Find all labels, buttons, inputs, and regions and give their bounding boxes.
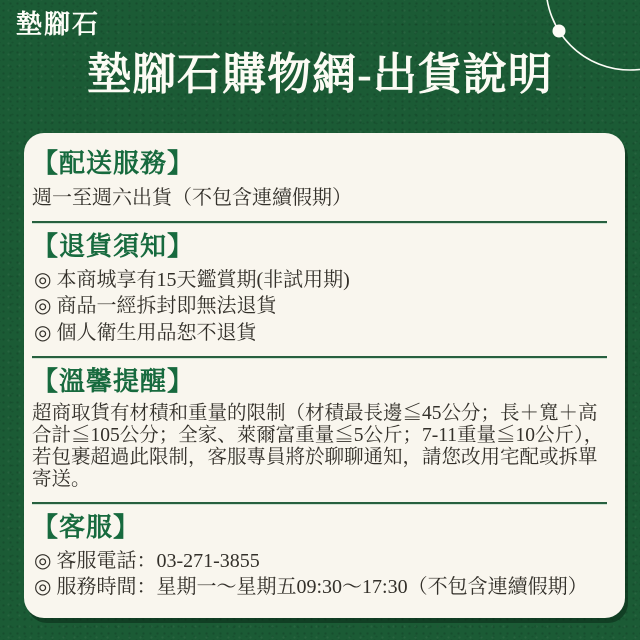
section-customer-service	[32, 512, 611, 601]
customer-service-phone: ◎ 客服電話：03-271-3855	[34, 550, 260, 573]
reminder-line: 超商取貨有材積和重量的限制（材積最長邊≦45公分；長＋寬＋高	[32, 402, 598, 424]
brand-logo: 墊腳石	[16, 9, 101, 39]
section-delivery	[32, 148, 611, 211]
customer-service-list	[32, 548, 611, 601]
reminder-line: 若包裹超過此限制，客服專員將於聊聊通知，請您改用宅配或拆單	[32, 447, 598, 469]
returns-item: ◎ 個人衛生用品恕不退貨	[34, 321, 257, 344]
returns-list	[32, 267, 611, 346]
section-returns	[32, 231, 611, 347]
customer-service-hours: ◎ 服務時間：星期一～星期五09:30～17:30（不包含連續假期）	[34, 576, 588, 599]
reminder-line: 合計≦105公分；全家、萊爾富重量≦5公斤；7-11重量≦10公斤），	[32, 424, 604, 446]
section-title-delivery: 【配送服務】	[32, 149, 195, 178]
returns-item: ◎ 商品一經拆封即無法退貨	[34, 295, 277, 318]
section-title-reminder: 【溫馨提醒】	[32, 367, 195, 397]
reminder-line: 寄送。	[32, 469, 91, 491]
section-divider	[32, 221, 607, 223]
section-divider	[32, 502, 607, 504]
info-card	[24, 133, 625, 618]
section-reminder	[32, 366, 611, 491]
returns-item: ◎ 本商城享有15天鑑賞期(非試用期)	[34, 269, 350, 291]
section-title-returns: 【退貨須知】	[32, 231, 195, 261]
section-divider	[32, 356, 607, 358]
section-title-customer-service: 【客服】	[32, 512, 141, 542]
reminder-paragraph	[32, 403, 611, 492]
decor-dot-icon	[553, 25, 566, 38]
delivery-text: 週一至週六出貨（不包含連續假期）	[32, 186, 352, 209]
page-title: 墊腳石購物網-出貨說明	[87, 50, 553, 99]
